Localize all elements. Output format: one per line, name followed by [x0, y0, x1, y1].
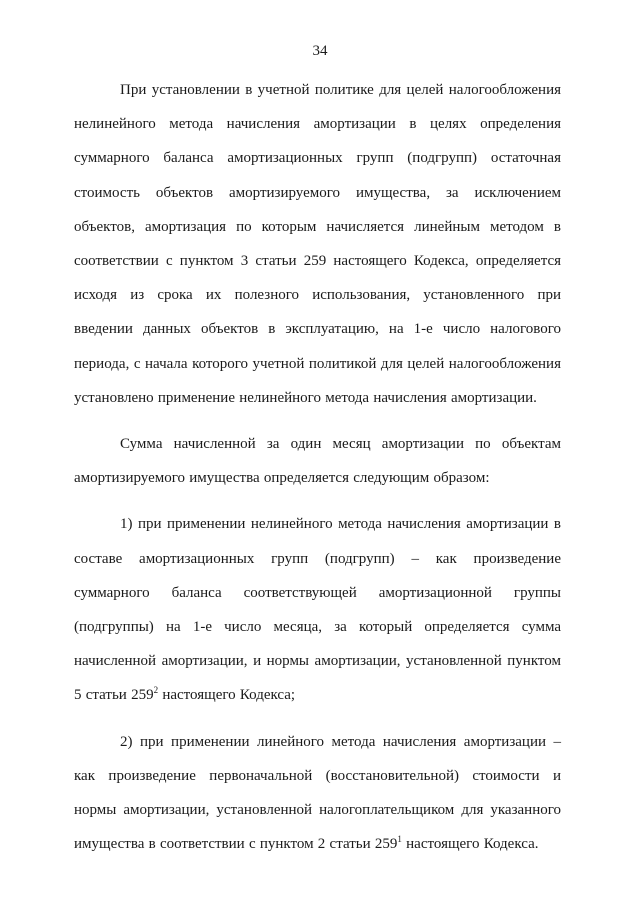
- item-2-text: 2) при применении линейного метода начисления амортизации – как произведение первоначальной (восстановительной) стоимости и нормы амортизации, установленной налогоплательщиком для указанного имущества в соответствии с пунктом 2 статьи 259: [74, 733, 561, 853]
- item-1-superscript: 2: [153, 685, 159, 696]
- paragraph-monthly-amortization: Сумма начисленной за один месяц амортизации по объектам амортизируемого имущества определяется следующим образом:: [74, 436, 561, 487]
- item-2-text-end: настоящего Кодекса.: [401, 836, 539, 853]
- item-1-text-end: настоящего Кодекса;: [158, 687, 296, 704]
- paragraph-accounting-policy: При установлении в учетной политике для целей налогообложения нелинейного метода начисления амортизации в целях определения суммарного баланса амортизационных групп (подгрупп) остаточная стоимость объектов амортизируемого имущества, за исключением объектов, амортизация по которым начисляется линейным методом в соответствии с пунктом 3 статьи 259 настоящего Кодекса, определяется исходя из срока их полезного использования, установленного при введении данных объектов в эксплуатацию, на 1-е число налогового периода, с начала которого учетной политикой для целей налогообложения установлено применение нелинейного метода начисления амортизации.: [74, 82, 561, 406]
- item-1-text: 1) при применении нелинейного метода начисления амортизации в составе амортизационных групп (подгрупп) – как произведение суммарного баланса соответствующей амортизационной группы (подгруппы) на 1-е число месяца, за который определяется сумма начисленной амортизации, и нормы амортизации, установленной пунктом 5 статьи 259: [74, 516, 561, 704]
- item-2-superscript: 1: [397, 834, 402, 845]
- document-body: [74, 73, 561, 861]
- paragraph-item-2-linear: [74, 725, 561, 862]
- page-number: 34: [312, 43, 328, 59]
- paragraph-item-1-nonlinear: [74, 507, 561, 712]
